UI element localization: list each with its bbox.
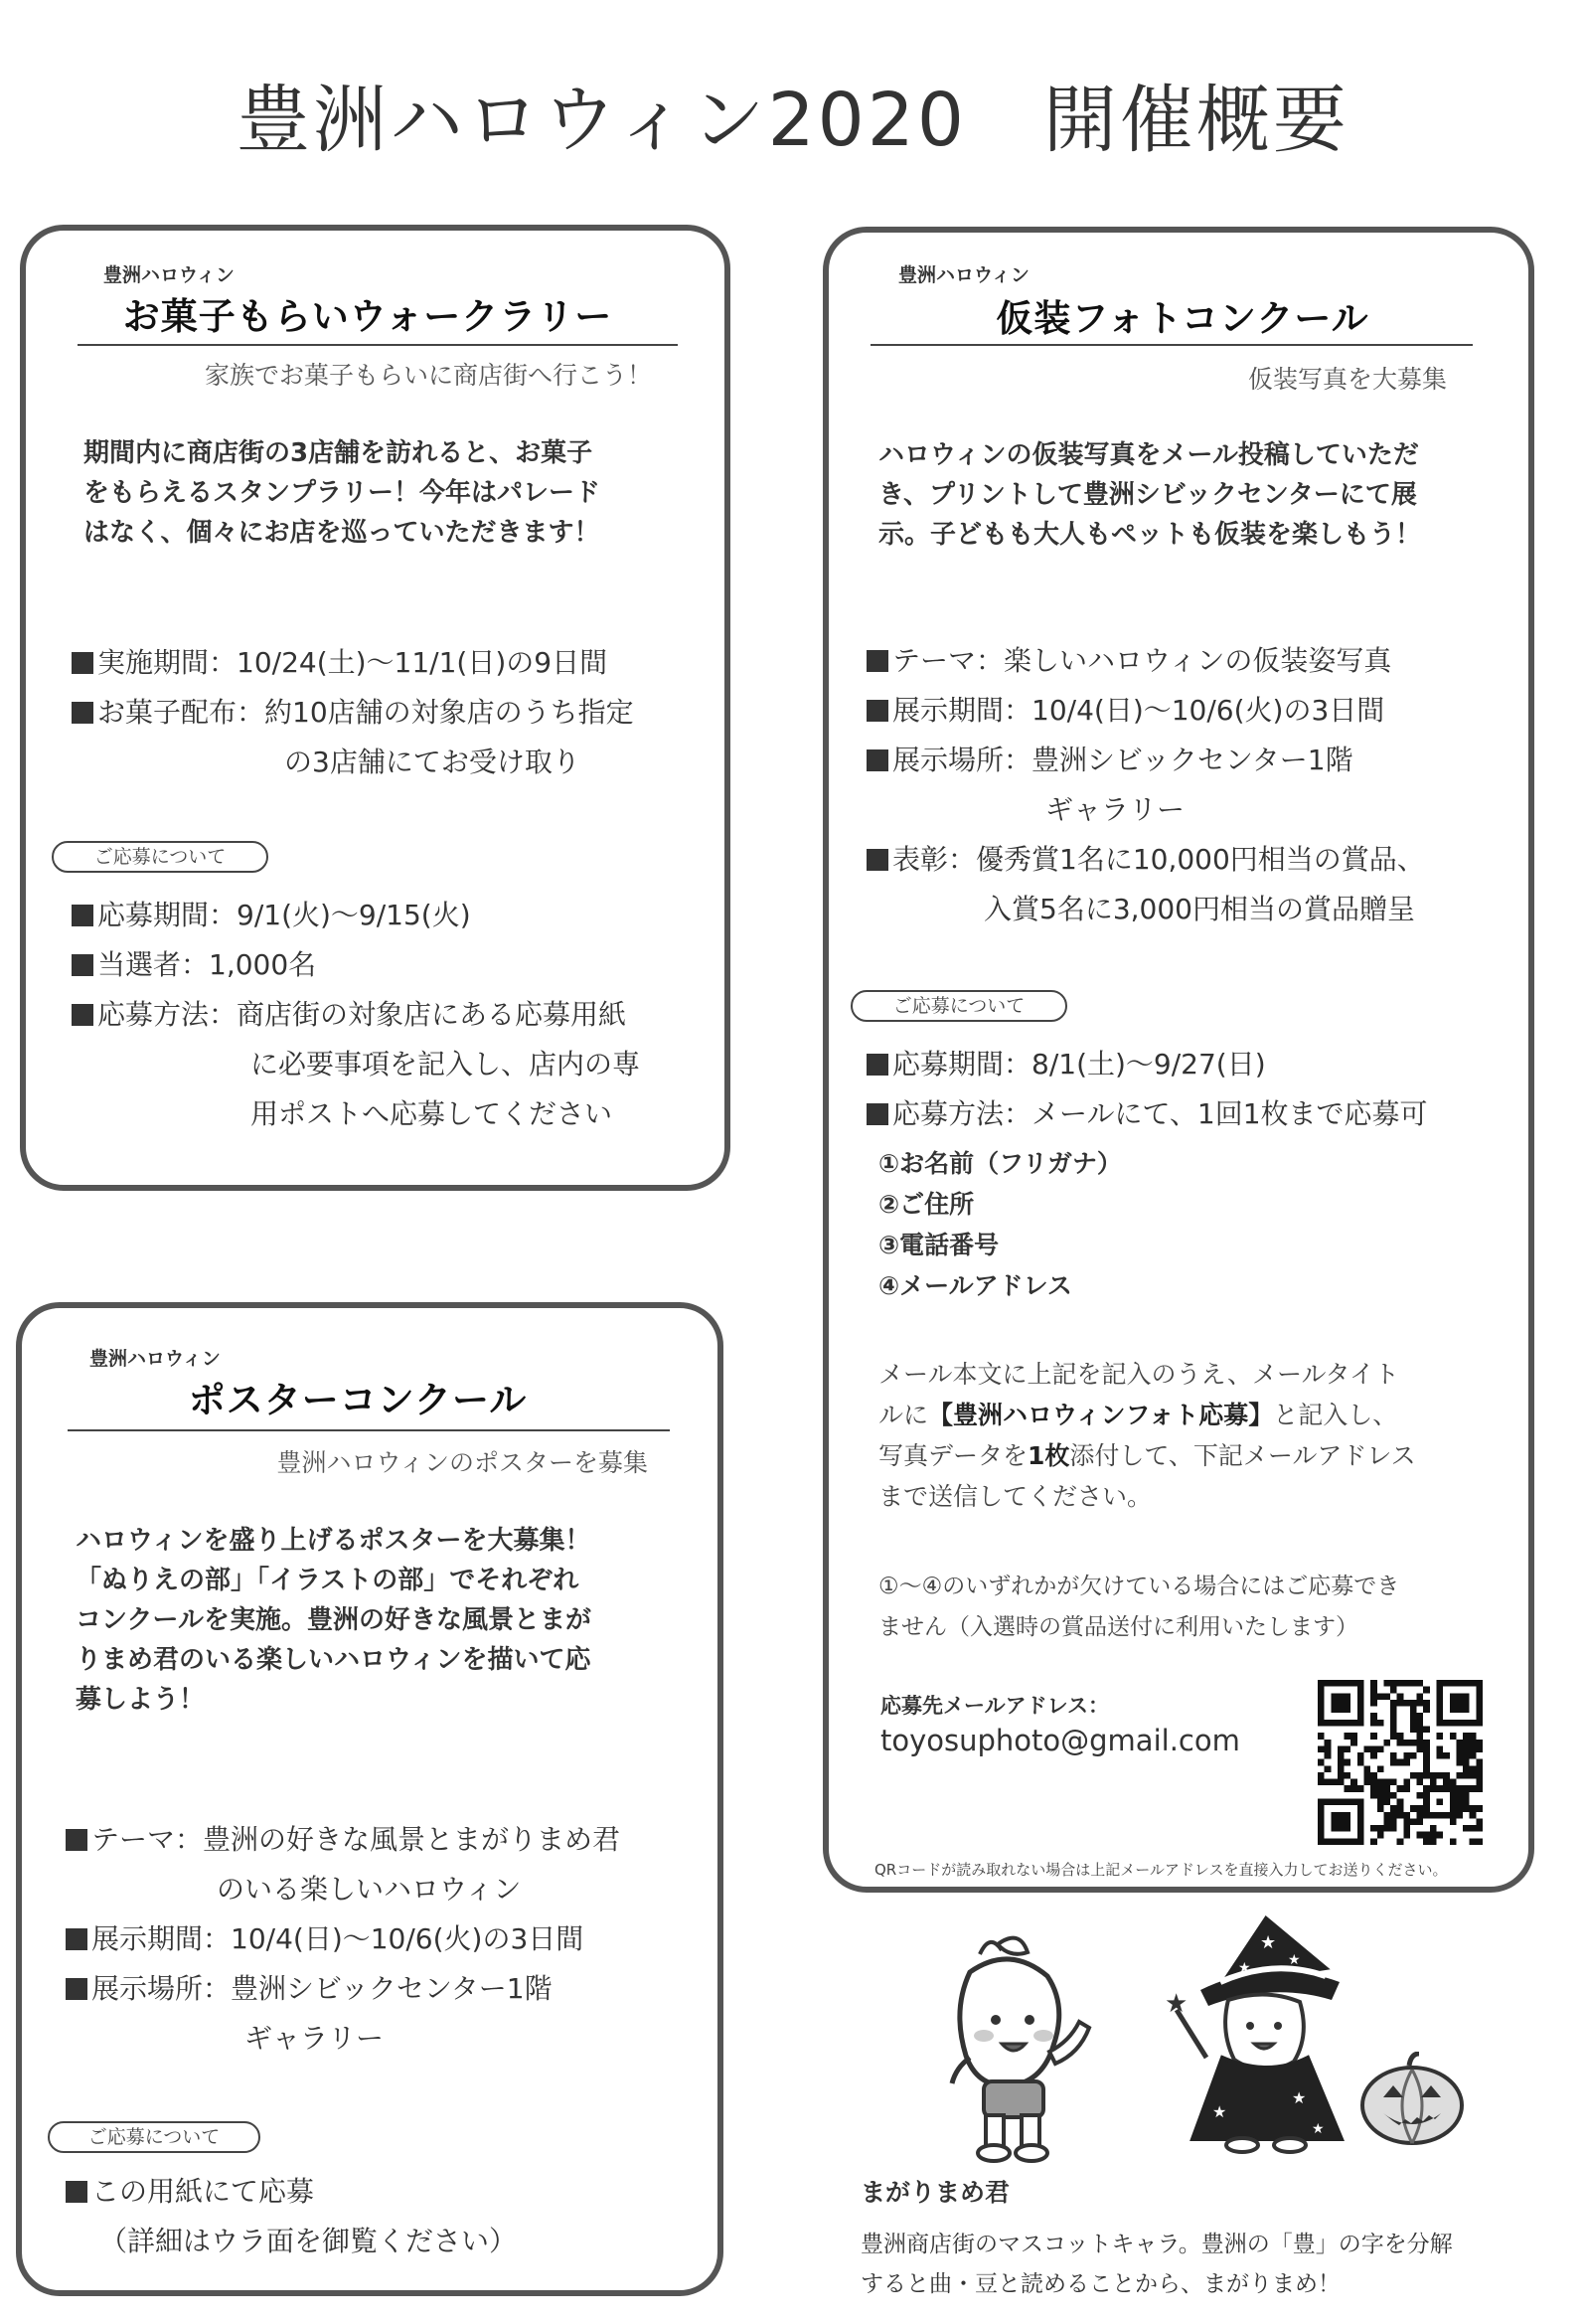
qr-module	[1390, 1759, 1397, 1766]
qr-module	[1350, 1785, 1357, 1792]
qr-module	[1350, 1740, 1357, 1746]
qr-module	[1470, 1745, 1477, 1752]
detail-row: 展示場所： 豊洲シビックセンター1階	[867, 736, 1425, 785]
qr-module	[1377, 1745, 1384, 1752]
qr-module	[1417, 1745, 1424, 1752]
qr-module	[1410, 1720, 1417, 1727]
qr-module	[1423, 1745, 1430, 1752]
qr-module	[1470, 1838, 1477, 1845]
detail-row: 表彰： 優秀賞1名に10,000円相当の賞品、	[867, 835, 1425, 885]
qr-module	[1370, 1752, 1377, 1759]
qr-module	[1476, 1825, 1483, 1832]
qr-module	[1463, 1745, 1470, 1752]
qr-code-icon[interactable]	[1318, 1680, 1483, 1845]
qr-module	[1417, 1792, 1424, 1799]
qr-module	[1397, 1812, 1404, 1819]
qr-module	[1456, 1752, 1463, 1759]
qr-module	[1450, 1693, 1470, 1713]
costume-apply-details	[867, 1040, 1428, 1139]
bullet-square-icon	[72, 652, 93, 674]
qr-note: QRコードが読み取れない場合は上記メールアドレスを直接入力してお送りください。	[874, 1861, 1448, 1879]
qr-module	[1417, 1680, 1424, 1687]
qr-module	[1410, 1726, 1417, 1733]
poster-tagline: 豊洲ハロウィンのポスターを募集	[276, 1448, 648, 1477]
qr-module	[1423, 1765, 1430, 1772]
qr-module	[1383, 1693, 1390, 1700]
qr-module	[1476, 1805, 1483, 1812]
qr-module	[1397, 1785, 1404, 1792]
qr-module	[1345, 1772, 1351, 1779]
qr-module	[1417, 1772, 1424, 1779]
qr-module	[1403, 1680, 1410, 1687]
walk-rally-title: お菓子もらいウォークラリー	[122, 295, 613, 338]
qr-module	[1456, 1799, 1463, 1806]
qr-module	[1370, 1772, 1377, 1779]
svg-text:★: ★	[1288, 1952, 1301, 1968]
costume-instructions: メール本文に上記を記入のうえ、メールタイト ルに【豊洲ハロウィンフォト応募】と記入し、 写真データを1枚添付して、下記メールアドレス まで送信してください。	[878, 1360, 1416, 1511]
qr-module	[1397, 1733, 1404, 1740]
detail-row: この用紙にて応募	[66, 2167, 517, 2217]
walk-rally-apply-details: 応募期間： 9/1(火)〜9/15(火) 当選者： 1,000名 応募方法： 商店街の対象店にある応募用紙 に必要事項を記入し、店内の専 用ポストへ応募してください	[72, 891, 640, 1139]
qr-module	[1383, 1680, 1390, 1687]
qr-module	[1370, 1687, 1377, 1694]
bullet-square-icon	[867, 700, 888, 722]
qr-module	[1383, 1740, 1390, 1746]
qr-module	[1377, 1693, 1384, 1700]
qr-module	[1383, 1779, 1390, 1786]
qr-module	[1463, 1759, 1470, 1766]
qr-module	[1430, 1838, 1437, 1845]
qr-module	[1357, 1785, 1364, 1792]
qr-module	[1470, 1772, 1477, 1779]
qr-module	[1403, 1752, 1410, 1759]
bullet-square-icon	[867, 849, 888, 871]
qr-module	[1345, 1745, 1351, 1752]
qr-module	[1370, 1779, 1377, 1786]
poster-subtitle: 豊洲ハロウィン	[89, 1348, 221, 1370]
qr-module	[1470, 1825, 1477, 1832]
qr-module	[1476, 1785, 1483, 1792]
qr-module	[1370, 1792, 1377, 1799]
qr-module	[1383, 1818, 1390, 1825]
qr-module	[1370, 1700, 1377, 1707]
qr-module	[1437, 1832, 1444, 1839]
qr-module	[1437, 1745, 1444, 1752]
costume-divider	[871, 344, 1473, 346]
qr-module	[1403, 1740, 1410, 1746]
bullet-square-icon	[867, 650, 888, 672]
qr-module	[1423, 1752, 1430, 1759]
qr-module	[1430, 1779, 1437, 1786]
bullet-square-icon	[66, 2181, 87, 2203]
qr-module	[1390, 1720, 1397, 1727]
qr-module	[1463, 1825, 1470, 1832]
qr-module	[1450, 1818, 1457, 1825]
qr-module	[1476, 1818, 1483, 1825]
qr-module	[1423, 1772, 1430, 1779]
qr-module	[1456, 1759, 1463, 1766]
qr-module	[1410, 1818, 1417, 1825]
qr-module	[1450, 1838, 1457, 1845]
qr-module	[1390, 1812, 1397, 1819]
qr-module	[1417, 1733, 1424, 1740]
qr-module	[1417, 1700, 1424, 1707]
costume-title: 仮装フォトコンクール	[996, 297, 1369, 340]
qr-module	[1417, 1832, 1424, 1839]
qr-module	[1463, 1772, 1470, 1779]
bullet-square-icon	[72, 702, 93, 724]
qr-module	[1363, 1745, 1370, 1752]
qr-module	[1370, 1838, 1377, 1845]
qr-module	[1450, 1779, 1457, 1786]
qr-module	[1383, 1792, 1390, 1799]
qr-module	[1390, 1792, 1397, 1799]
detail-row: テーマ： 楽しいハロウィンの仮装姿写真	[867, 636, 1425, 686]
qr-module	[1390, 1779, 1397, 1786]
qr-module	[1463, 1799, 1470, 1806]
qr-module	[1377, 1832, 1384, 1839]
qr-module	[1338, 1752, 1345, 1759]
qr-module	[1417, 1740, 1424, 1746]
qr-module	[1397, 1805, 1404, 1812]
qr-module	[1377, 1805, 1384, 1812]
svg-text:★: ★	[1312, 2121, 1325, 2137]
mascot-wizard-illustration	[1163, 1909, 1361, 2157]
detail-row: 応募期間： 9/1(火)〜9/15(火)	[72, 891, 640, 940]
qr-module	[1390, 1752, 1397, 1759]
qr-module	[1423, 1832, 1430, 1839]
poster-description: ハロウィンを盛り上げるポスターを大募集！ 「ぬりえの部」「イラストの部」でそれぞれ コンクールを実施。豊洲の好きな風景とまが りまめ君のいる楽しいハロウィンを描いて応 募しよう！	[76, 1526, 591, 1715]
qr-module	[1338, 1779, 1345, 1786]
qr-module	[1370, 1713, 1377, 1720]
qr-module	[1430, 1772, 1437, 1779]
qr-module	[1377, 1765, 1384, 1772]
qr-module	[1463, 1765, 1470, 1772]
qr-module	[1331, 1693, 1350, 1713]
qr-module	[1430, 1832, 1437, 1839]
qr-module	[1363, 1772, 1370, 1779]
bullet-square-icon	[66, 1978, 87, 2000]
costume-tagline: 仮装写真を大募集	[1247, 365, 1447, 394]
qr-module	[1456, 1772, 1463, 1779]
detail-row: テーマ： 豊洲の好きな風景とまがりまめ君	[66, 1815, 620, 1865]
qr-module	[1423, 1726, 1430, 1733]
qr-module	[1345, 1759, 1351, 1766]
qr-module	[1410, 1772, 1417, 1779]
svg-text:★: ★	[1292, 2088, 1307, 2107]
qr-module	[1417, 1805, 1424, 1812]
qr-module	[1338, 1759, 1345, 1766]
qr-module	[1377, 1779, 1384, 1786]
qr-module	[1377, 1799, 1384, 1806]
qr-module	[1463, 1740, 1470, 1746]
costume-required-fields	[878, 1143, 1122, 1306]
qr-module	[1390, 1825, 1397, 1832]
qr-module	[1403, 1832, 1410, 1839]
qr-module	[1397, 1838, 1404, 1845]
qr-module	[1403, 1825, 1410, 1832]
qr-module	[1456, 1745, 1463, 1752]
qr-module	[1403, 1779, 1410, 1786]
qr-module	[1470, 1812, 1477, 1819]
qr-module	[1456, 1740, 1463, 1746]
qr-module	[1377, 1720, 1384, 1727]
bullet-square-icon	[66, 1928, 87, 1950]
walk-rally-apply-tag: ご応募について	[52, 841, 268, 873]
bullet-square-icon	[867, 1054, 888, 1076]
qr-module	[1456, 1792, 1463, 1799]
qr-module	[1390, 1713, 1397, 1720]
qr-module	[1383, 1825, 1390, 1832]
detail-row: 展示場所： 豊洲シビックセンター1階	[66, 1964, 620, 2014]
qr-module	[1423, 1687, 1430, 1694]
qr-module	[1338, 1765, 1345, 1772]
bullet-square-icon	[72, 954, 93, 976]
detail-row: 当選者： 1,000名	[72, 940, 640, 990]
qr-module	[1370, 1825, 1377, 1832]
qr-module	[1437, 1733, 1444, 1740]
mail-address[interactable]: toyosuphoto@gmail.com	[880, 1724, 1240, 1757]
qr-module	[1410, 1700, 1417, 1707]
qr-module	[1417, 1693, 1424, 1700]
costume-subtitle: 豊洲ハロウィン	[898, 264, 1030, 286]
qr-module	[1437, 1752, 1444, 1759]
list-item: ③電話番号	[878, 1231, 1000, 1259]
qr-module	[1390, 1680, 1397, 1687]
qr-module	[1463, 1792, 1470, 1799]
qr-module	[1470, 1785, 1477, 1792]
list-item: ①お名前（フリガナ）	[878, 1149, 1122, 1178]
qr-module	[1463, 1752, 1470, 1759]
qr-module	[1470, 1752, 1477, 1759]
costume-description: ハロウィンの仮装写真をメール投稿していただ き、プリントして豊洲シビックセンターにて展 示。子どもも大人もペットも仮装を楽しもう！	[878, 440, 1422, 550]
detail-row: 展示期間： 10/4(日)〜10/6(火)の3日間	[66, 1914, 620, 1964]
qr-module	[1410, 1752, 1417, 1759]
qr-module	[1318, 1772, 1325, 1779]
costume-apply-tag: ご応募について	[851, 990, 1067, 1022]
qr-module	[1397, 1693, 1404, 1700]
qr-module	[1476, 1759, 1483, 1766]
qr-module	[1325, 1752, 1332, 1759]
qr-module	[1331, 1812, 1350, 1832]
qr-module	[1417, 1812, 1424, 1819]
qr-module	[1357, 1752, 1364, 1759]
qr-module	[1423, 1707, 1430, 1714]
bullet-square-icon	[72, 905, 93, 926]
detail-row: 応募方法： 商店街の対象店にある応募用紙	[72, 990, 640, 1040]
qr-module	[1443, 1779, 1450, 1786]
qr-module	[1456, 1812, 1463, 1819]
qr-module	[1397, 1799, 1404, 1806]
qr-module	[1390, 1687, 1397, 1694]
qr-module	[1370, 1720, 1377, 1727]
qr-module	[1370, 1680, 1377, 1687]
qr-module	[1410, 1680, 1417, 1687]
qr-module	[1370, 1785, 1377, 1792]
qr-module	[1350, 1733, 1357, 1740]
qr-module	[1370, 1745, 1377, 1752]
qr-module	[1325, 1779, 1332, 1786]
walk-rally-tagline: 家族でお菓子もらいに商店街へ行こう！	[204, 361, 652, 390]
qr-module	[1410, 1740, 1417, 1746]
qr-module	[1423, 1838, 1430, 1845]
poster-details: テーマ： 豊洲の好きな風景とまがりまめ君 のいる楽しいハロウィン 展示期間： 10/4(日)〜10/6(火)の3日間 展示場所： 豊洲シビックセンター1階 ギャラリー	[66, 1815, 620, 2064]
qr-module	[1390, 1700, 1397, 1707]
qr-module	[1377, 1792, 1384, 1799]
qr-module	[1338, 1745, 1345, 1752]
svg-text:★: ★	[1260, 1932, 1277, 1953]
qr-module	[1345, 1785, 1351, 1792]
qr-module	[1397, 1740, 1404, 1746]
poster-title: ポスターコンクール	[188, 1379, 528, 1421]
qr-module	[1470, 1805, 1477, 1812]
qr-module	[1410, 1707, 1417, 1714]
qr-module	[1403, 1818, 1410, 1825]
qr-module	[1470, 1765, 1477, 1772]
qr-module	[1383, 1799, 1390, 1806]
qr-module	[1476, 1745, 1483, 1752]
qr-module	[1443, 1752, 1450, 1759]
detail-row: 実施期間： 10/24(土)〜11/1(日)の9日間	[72, 638, 634, 688]
qr-module	[1476, 1765, 1483, 1772]
detail-row: 展示期間： 10/4(日)〜10/6(火)の3日間	[867, 686, 1425, 736]
bullet-square-icon	[867, 749, 888, 771]
qr-module	[1397, 1759, 1404, 1766]
qr-module	[1417, 1720, 1424, 1727]
mail-label: 応募先メールアドレス：	[880, 1694, 1109, 1718]
qr-module	[1423, 1700, 1430, 1707]
qr-module	[1476, 1772, 1483, 1779]
qr-module	[1423, 1759, 1430, 1766]
qr-module	[1470, 1733, 1477, 1740]
qr-module	[1417, 1726, 1424, 1733]
bullet-square-icon	[72, 1004, 93, 1026]
qr-module	[1437, 1772, 1444, 1779]
qr-module	[1363, 1765, 1370, 1772]
walk-rally-description: 期間内に商店街の3店舗を訪れると、お菓子 をもらえるスタンプラリー！今年はパレード はなく、個々にお店を巡っていただきます！	[83, 438, 601, 548]
qr-module	[1437, 1799, 1444, 1806]
detail-row: 応募方法： メールにて、1回1枚まで応募可	[867, 1089, 1428, 1139]
qr-module	[1463, 1733, 1470, 1740]
qr-module	[1390, 1733, 1397, 1740]
qr-module	[1318, 1733, 1325, 1740]
bullet-square-icon	[867, 1103, 888, 1125]
qr-module	[1410, 1713, 1417, 1720]
walk-rally-details: 実施期間： 10/24(土)〜11/1(日)の9日間 お菓子配布： 約10店舗の対象店のうち指定 の3店舗にてお受け取り	[72, 638, 634, 787]
qr-module	[1430, 1825, 1437, 1832]
qr-module	[1363, 1779, 1370, 1786]
qr-module	[1357, 1759, 1364, 1766]
qr-module	[1463, 1785, 1470, 1792]
qr-module	[1443, 1772, 1450, 1779]
qr-module	[1476, 1838, 1483, 1845]
qr-module	[1417, 1713, 1424, 1720]
list-item: ②ご住所	[878, 1190, 975, 1219]
qr-module	[1390, 1805, 1397, 1812]
qr-module	[1403, 1700, 1410, 1707]
qr-module	[1417, 1779, 1424, 1786]
qr-module	[1463, 1805, 1470, 1812]
qr-module	[1403, 1759, 1410, 1766]
pumpkin-icon	[1357, 2052, 1467, 2147]
bullet-square-icon	[66, 1829, 87, 1851]
qr-module	[1456, 1805, 1463, 1812]
qr-module	[1390, 1707, 1397, 1714]
page-title: 豊洲ハロウィン2020 開催概要	[237, 78, 1349, 163]
costume-warning: ①〜④のいずれかが欠けている場合にはご応募でき ません（入選時の賞品送付に利用いたします）	[878, 1574, 1400, 1640]
qr-module	[1345, 1733, 1351, 1740]
qr-module	[1403, 1785, 1410, 1792]
qr-module	[1383, 1785, 1390, 1792]
qr-module	[1470, 1740, 1477, 1746]
qr-module	[1370, 1693, 1377, 1700]
qr-module	[1410, 1805, 1417, 1812]
qr-module	[1390, 1818, 1397, 1825]
svg-text:★: ★	[1165, 1989, 1189, 2019]
qr-module	[1331, 1779, 1338, 1786]
svg-text:★: ★	[1238, 1960, 1251, 1976]
qr-module	[1318, 1745, 1325, 1752]
costume-details: テーマ： 楽しいハロウィンの仮装姿写真 展示期間： 10/4(日)〜10/6(火)の3日間 展示場所： 豊洲シビックセンター1階 ギャラリー 表彰： 優秀賞1名に10,000円相当の賞品、 入賞5名に3,000円相当の賞品贈呈	[867, 636, 1425, 934]
qr-module	[1325, 1745, 1332, 1752]
qr-module	[1456, 1785, 1463, 1792]
mascot-name: まがりまめ君	[861, 2178, 1011, 2207]
mascot-description: 豊洲商店街のマスコットキャラ。豊洲の「豊」の字を分解 すると曲・豆と読めることから、まがりまめ！	[861, 2232, 1453, 2297]
detail-row: お菓子配布： 約10店舗の対象店のうち指定	[72, 688, 634, 738]
qr-module	[1377, 1825, 1384, 1832]
qr-module	[1370, 1733, 1377, 1740]
qr-module	[1383, 1812, 1390, 1819]
list-item: ④メールアドレス	[878, 1271, 1072, 1300]
qr-module	[1350, 1779, 1357, 1786]
poster-apply-tag: ご応募について	[48, 2121, 260, 2153]
qr-module	[1397, 1680, 1404, 1687]
qr-module	[1417, 1818, 1424, 1825]
qr-module	[1318, 1779, 1325, 1786]
qr-module	[1318, 1759, 1325, 1766]
walk-rally-subtitle: 豊洲ハロウィン	[103, 264, 235, 286]
qr-module	[1450, 1733, 1457, 1740]
poster-divider	[68, 1429, 670, 1431]
qr-module	[1423, 1740, 1430, 1746]
qr-module	[1397, 1700, 1404, 1707]
poster-apply-details: この用紙にて応募 （詳細はウラ面を御覧ください）	[66, 2167, 517, 2266]
qr-module	[1325, 1765, 1332, 1772]
svg-text:★: ★	[1212, 2102, 1227, 2121]
mascot-waving-illustration	[922, 1932, 1101, 2171]
qr-module	[1325, 1740, 1332, 1746]
walk-rally-divider	[78, 344, 678, 346]
qr-module	[1390, 1726, 1397, 1733]
qr-module	[1476, 1779, 1483, 1786]
qr-module	[1476, 1740, 1483, 1746]
qr-module	[1377, 1785, 1384, 1792]
qr-module	[1338, 1772, 1345, 1779]
qr-module	[1403, 1812, 1410, 1819]
detail-row: 応募期間： 8/1(土)〜9/27(日)	[867, 1040, 1428, 1089]
